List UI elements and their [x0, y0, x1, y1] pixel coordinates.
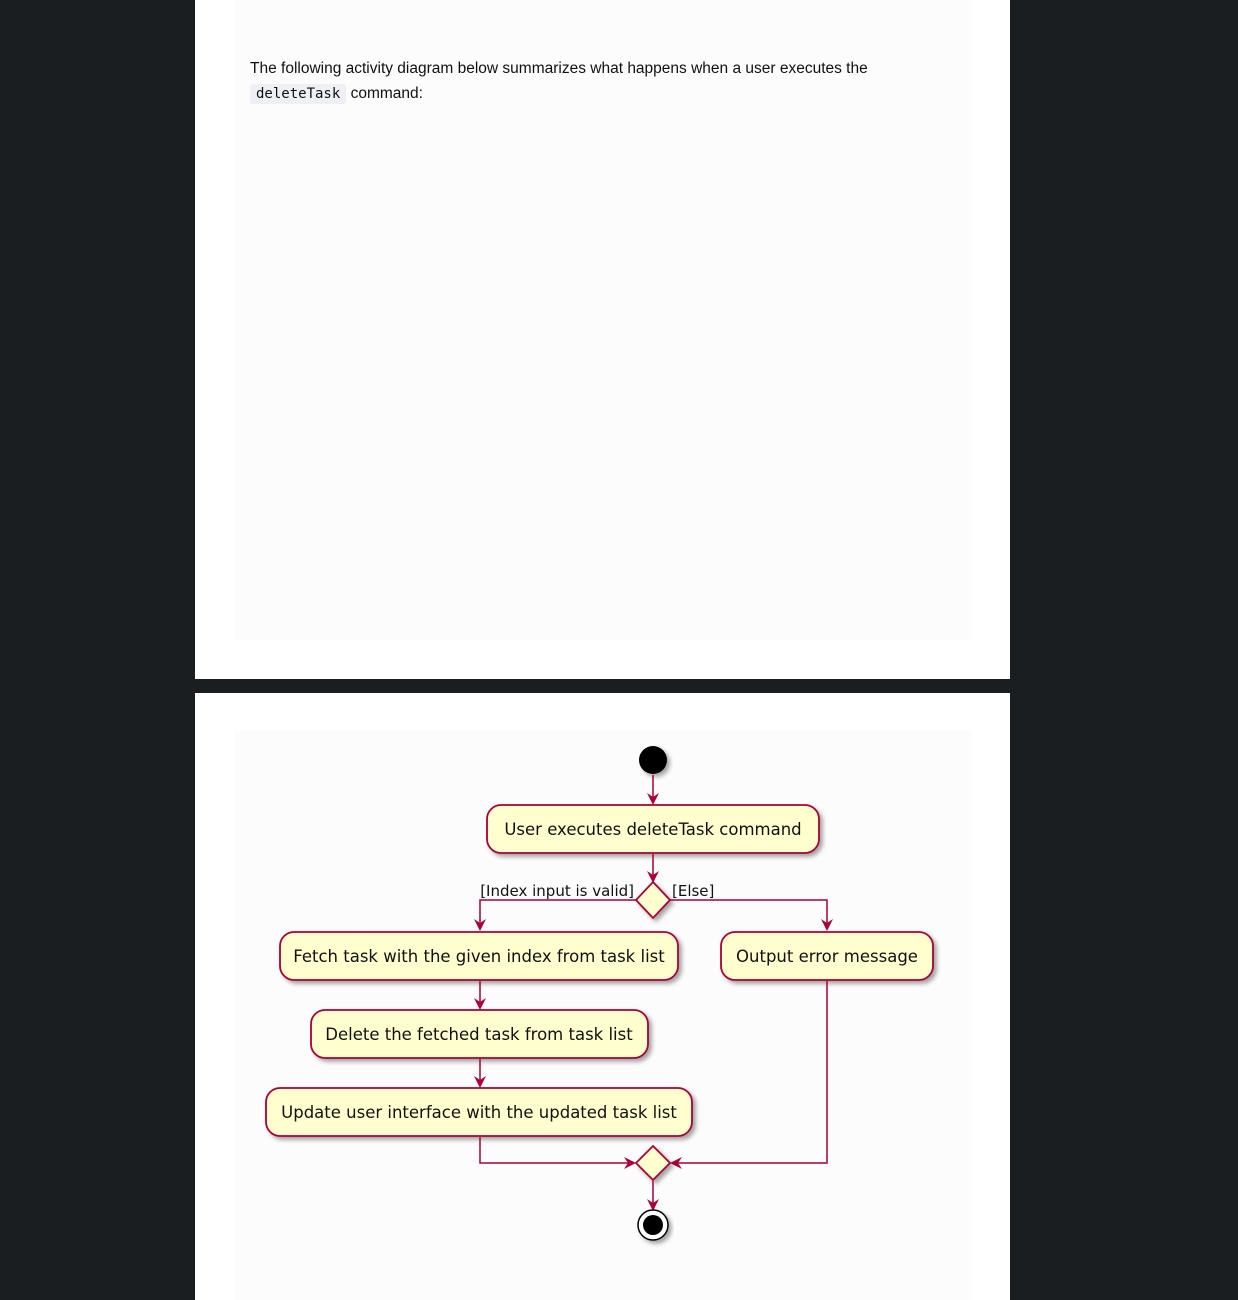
- intro-suffix: command:: [350, 85, 423, 102]
- edge-decision-to-fetch: [480, 900, 636, 929]
- intro-text: The following activity diagram below summarizes what happens when a user executes the: [250, 60, 868, 77]
- edge-update-to-merge: [480, 1137, 634, 1163]
- edge-decision-to-error: [670, 900, 827, 929]
- guard-else-label: [Else]: [672, 882, 715, 900]
- edge-error-to-merge: [672, 981, 827, 1163]
- merge-diamond: [636, 1146, 670, 1180]
- end-node: [638, 1210, 668, 1240]
- action-user-executes-label: User executes deleteTask command: [504, 820, 802, 839]
- action-update-ui-label: Update user interface with the updated task list: [281, 1103, 677, 1122]
- decision-diamond: [636, 882, 670, 918]
- action-output-error-label: Output error message: [736, 947, 918, 966]
- action-delete-task-label: Delete the fetched task from task list: [325, 1025, 633, 1044]
- guard-valid-label: [Index input is valid]: [480, 882, 634, 900]
- action-fetch-task-label: Fetch task with the given index from task list: [293, 947, 665, 966]
- command-code: deleteTask: [250, 84, 346, 104]
- start-node: [639, 746, 667, 774]
